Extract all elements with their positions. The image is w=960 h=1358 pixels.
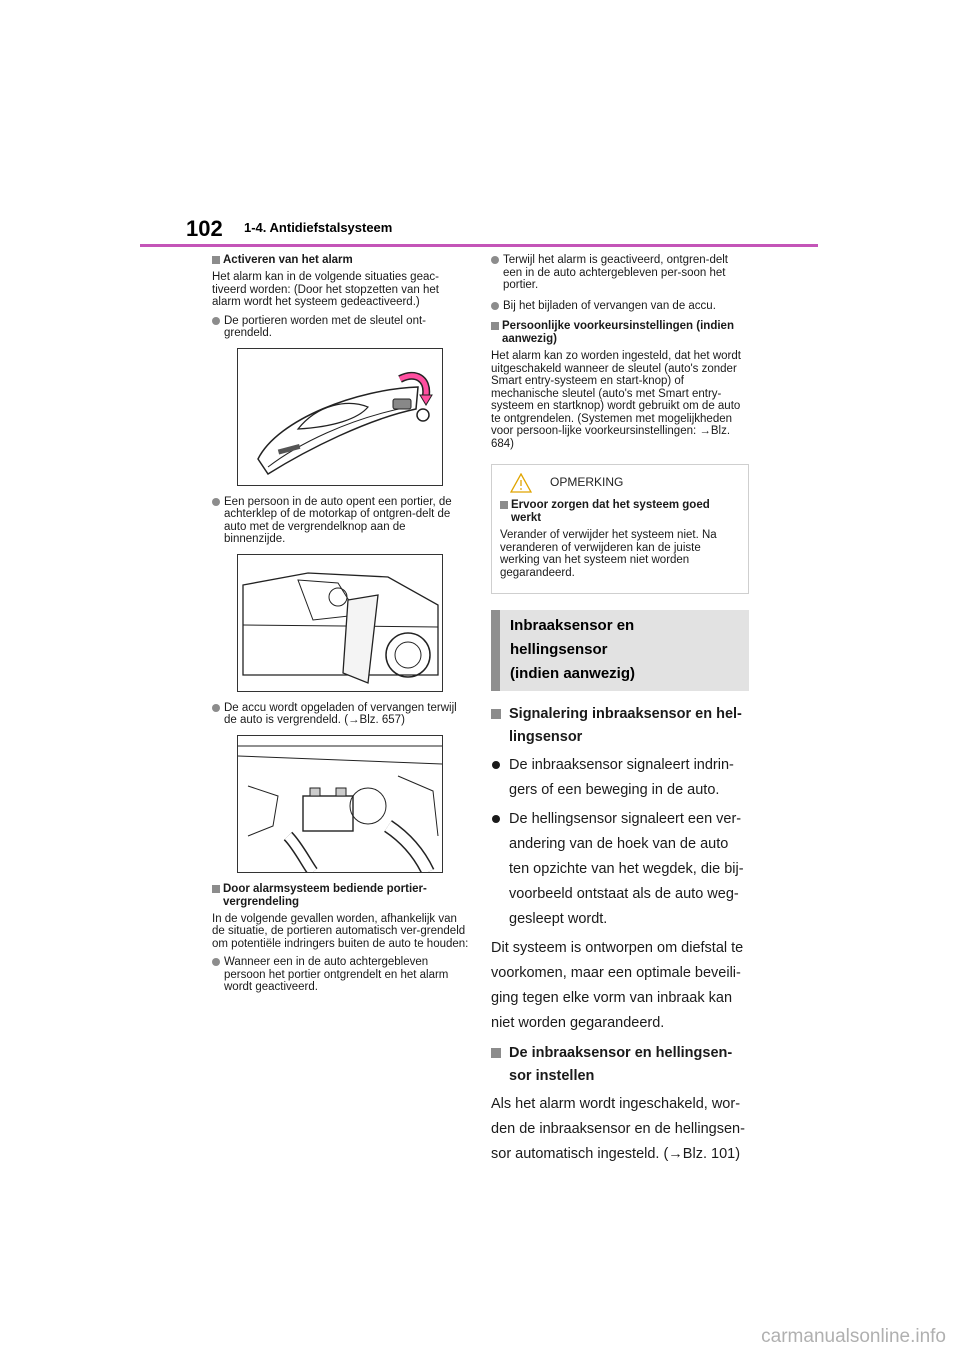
- paragraph-theft-protection: Dit systeem is ontworpen om diefstal te voorkomen, maar een optimale beveili-ging tegen elke vorm van inbraak kan niet worden gegarandeerd.: [491, 940, 744, 1031]
- heading-sensor-setup: De inbraaksensor en hellingsen-sor instellen: [491, 1042, 749, 1088]
- right-column: [491, 254, 749, 1173]
- section-title: 1-4. Antidiefstalsysteem: [244, 220, 393, 235]
- bullet-battery-charging: De accu wordt opgeladen of vervangen terwijl de auto is vergrendeld. (→Blz. 657): [212, 702, 470, 727]
- heading-sensor-signalling: Signalering inbraaksensor en hel-lingsensor: [491, 703, 749, 749]
- engine-battery-illustration: [237, 735, 443, 873]
- engine-bay-drawing: [238, 736, 442, 872]
- note-header: [500, 471, 740, 499]
- section-heading-line-1: Inbraaksensor en: [510, 617, 635, 634]
- heading-activate-alarm: Activeren van het alarm: [212, 254, 470, 267]
- section-heading-line-3: (indien aanwezig): [510, 665, 636, 682]
- note-text: Verander of verwijder het systeem niet. Na veranderen of verwijderen kan de juiste werking van het systeem niet worden gegarandeerd.: [500, 529, 717, 579]
- door-handle-drawing: [238, 349, 442, 485]
- header-rule: [140, 244, 818, 247]
- bullet-unlock-activates-alarm: Wanneer een in de auto achtergebleven persoon het portier ontgrendelt en het alarm wordt geactiveerd.: [212, 956, 470, 994]
- bullet-person-inside-opens: Een persoon in de auto opent een portier, de achterklep of de motorkap of ontgren-delt de auto met de vergrendelknop aan de binnenzijde.: [212, 496, 470, 546]
- paragraph-sensor-setup: Als het alarm wordt ingeschakeld, wor-den de inbraaksensor en de hellingsen-sor automatisch ingesteld. (→Blz. 101): [491, 1096, 745, 1162]
- door-handle-key-illustration: [237, 348, 443, 486]
- bullet-recharge-battery: Bij het bijladen of vervangen van de accu.: [491, 300, 749, 313]
- paragraph-personal-settings: Het alarm kan zo worden ingesteld, dat het wordt uitgeschakeld wanneer de sleutel (auto's zonder Smart entry-systeem en start-knop) of mechanische sleutel (auto's met Smart entry-systeem en startknop) wordt gebruikt om de auto te ontgrendelen. (Systemen met mogelijkheden voor persoon-lijke voorkeursinstellingen: →Blz. 684): [491, 350, 741, 450]
- bullet-unlock-while-active: Terwijl het alarm is geactiveerd, ontgren-delt een in de auto achtergebleven per-soon het portier.: [491, 254, 749, 292]
- bullet-tilt-sensor: De hellingsensor signaleert een ver-andering van de hoek van de auto ten opzichte van het wegdek, die bij-voorbeeld ontstaat als de auto weg-gesleept wordt.: [491, 807, 749, 932]
- paragraph-auto-lock: In de volgende gevallen worden, afhankelijk van de situatie, de portieren automatisch ver-grendeld om potentiële indringers buiten de auto te houden:: [212, 912, 469, 950]
- car-side-door-drawing: [238, 555, 442, 691]
- bullet-intrusion-sensor: De inbraaksensor signaleert indrin-gers of een beweging in de auto.: [491, 753, 749, 803]
- section-heading-sensors: [491, 610, 749, 691]
- watermark: carmanualsonline.info: [761, 1326, 946, 1347]
- note-heading: Ervoor zorgen dat het systeem goed werkt: [500, 499, 740, 525]
- section-heading-line-2: hellingsensor: [510, 641, 608, 658]
- left-column: [212, 254, 470, 1002]
- bullet-key-unlock: De portieren worden met de sleutel ont-grendeld.: [212, 315, 470, 340]
- note-box: [491, 464, 749, 594]
- note-label: OPMERKING: [550, 475, 624, 489]
- paragraph-alarm-situations: Het alarm kan in de volgende situaties geac-tiveerd worden: (Door het stopzetten van het alarm wordt het systeem gedeactiveerd.): [212, 271, 439, 308]
- warning-triangle-icon: [510, 473, 532, 493]
- person-opening-door-illustration: [237, 554, 443, 692]
- heading-personal-settings: Persoonlijke voorkeursinstellingen (indien aanwezig): [491, 320, 749, 346]
- page-number: 102: [186, 216, 223, 241]
- heading-door-lock: Door alarmsysteem bediende portier-vergrendeling: [212, 883, 470, 909]
